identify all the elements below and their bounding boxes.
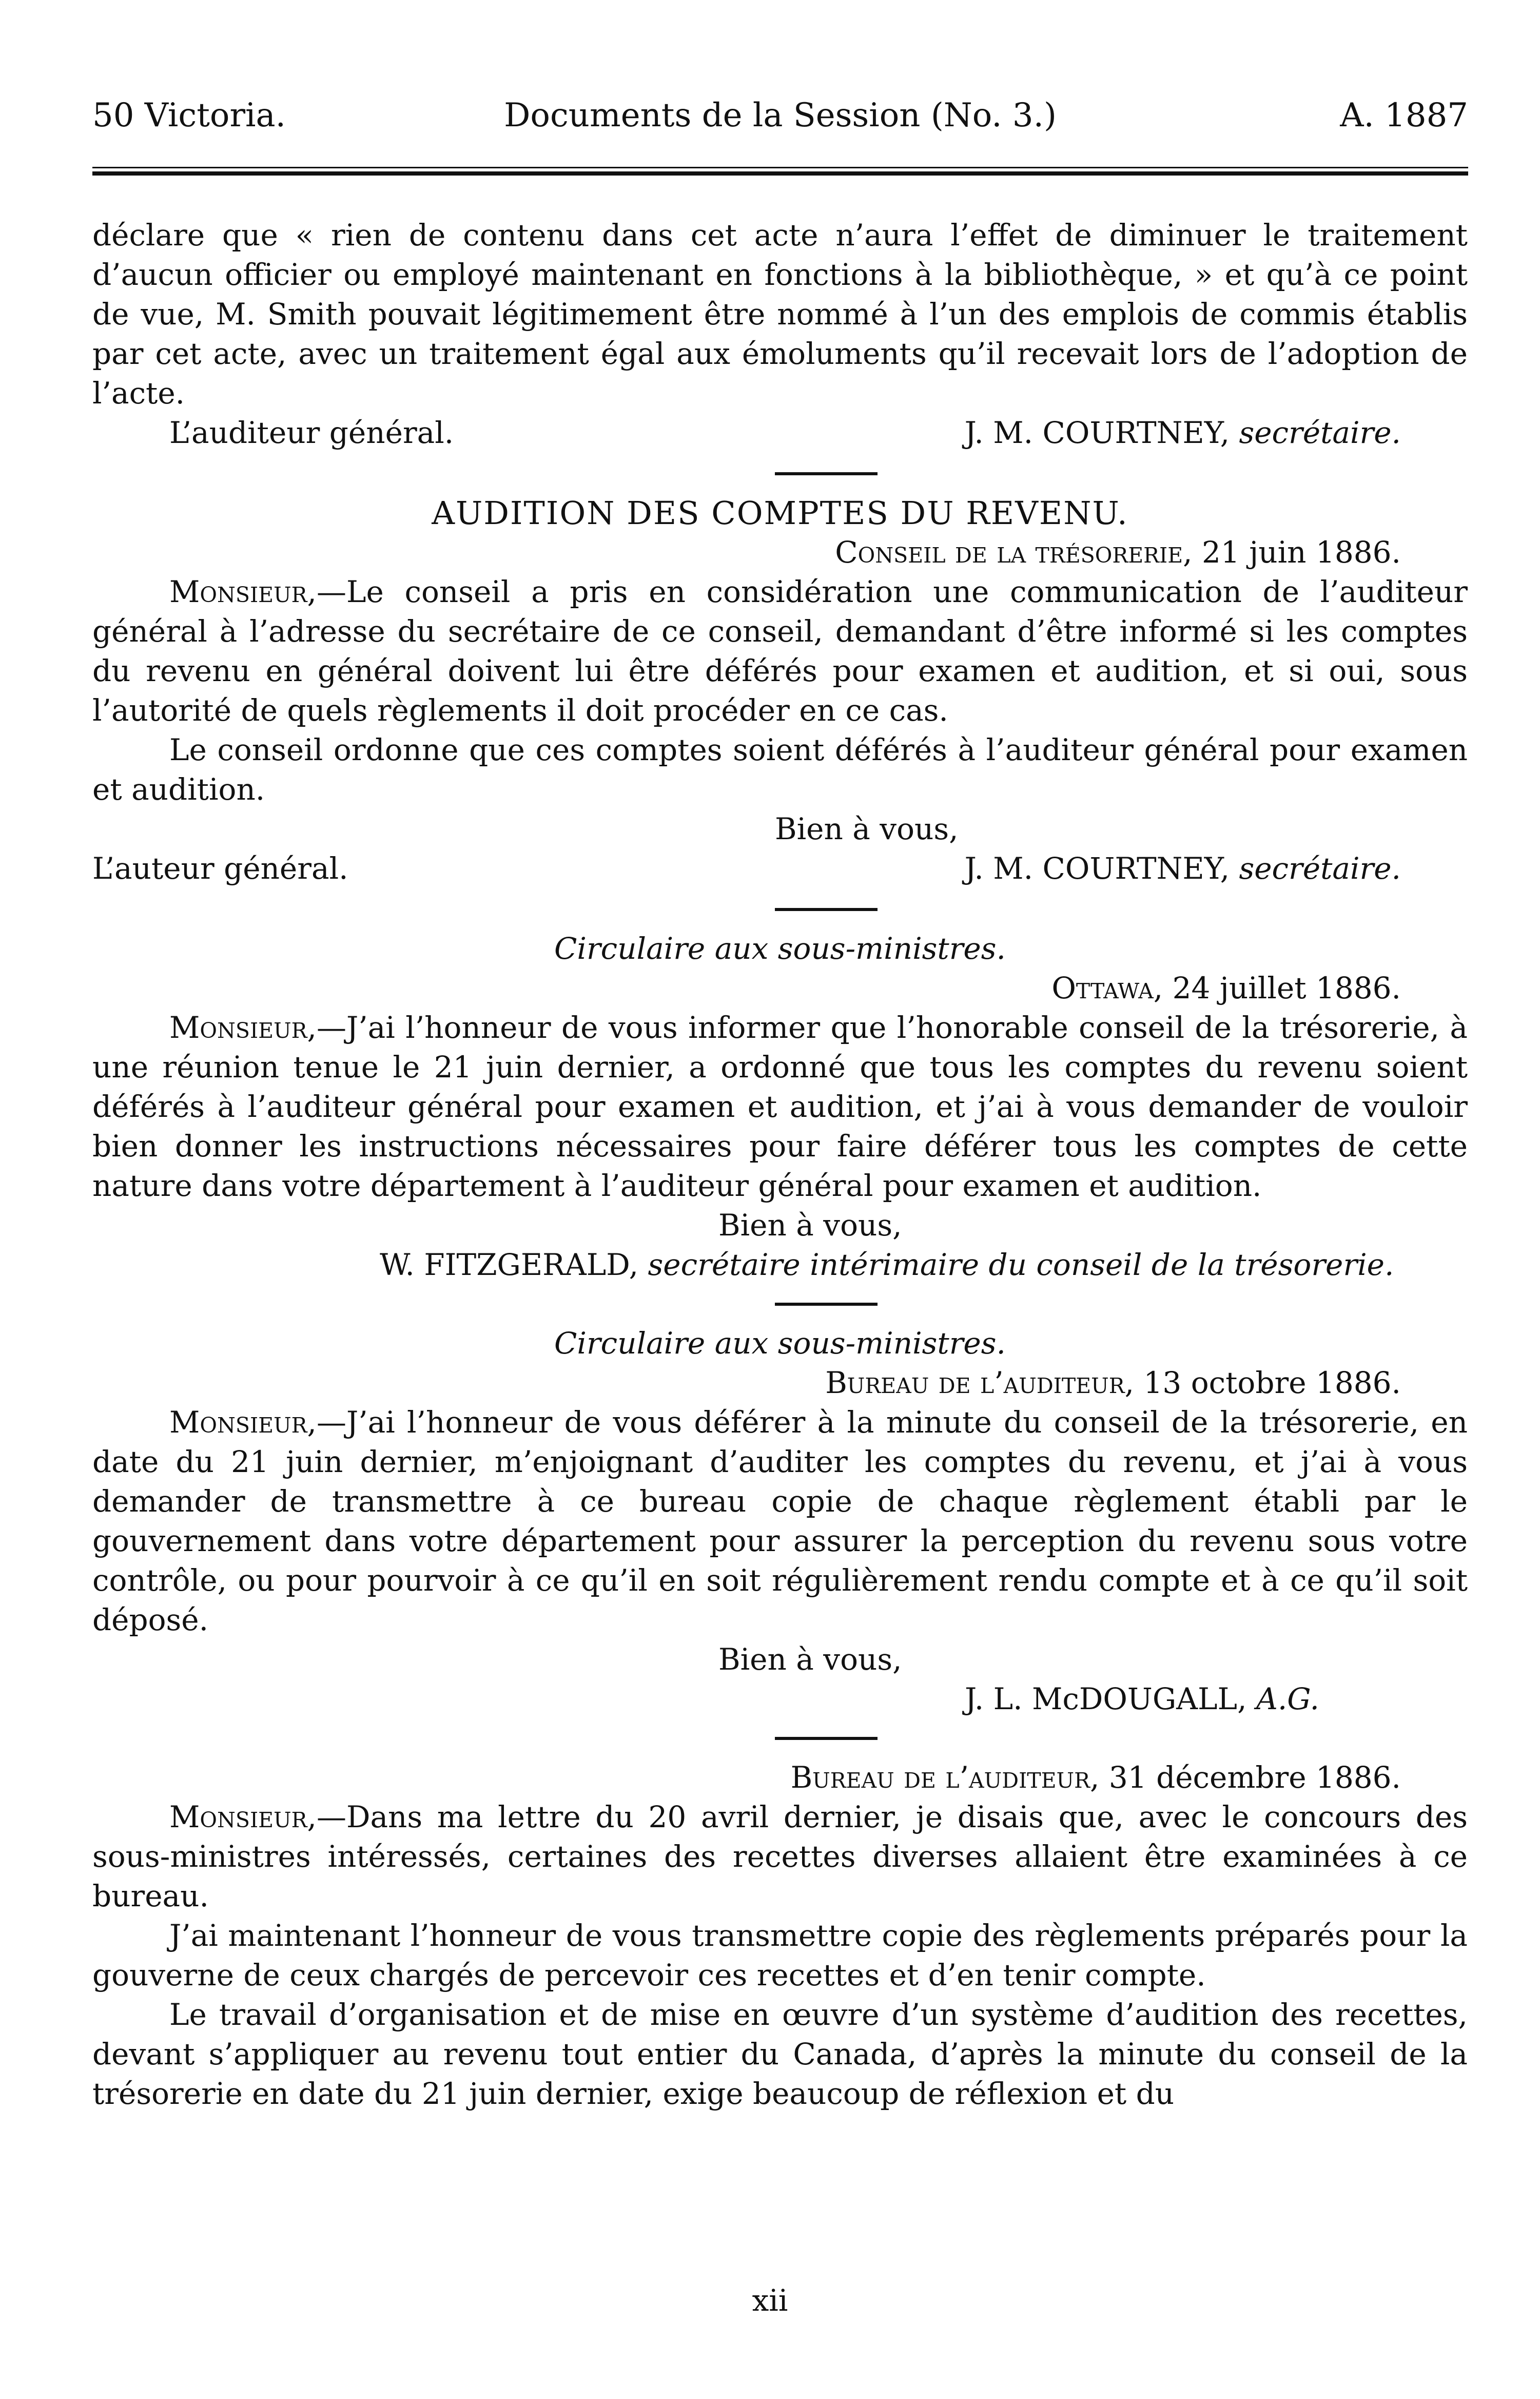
running-header — [92, 87, 1468, 144]
dateline-date: 21 juin 1886. — [1202, 535, 1401, 570]
dateline-origin: Conseil de la trésorerie, — [835, 535, 1193, 570]
circular-heading: Circulaire aux sous-ministres. — [554, 1326, 1006, 1361]
salutation: Monsieur, — [169, 1800, 317, 1834]
letter-paragraph: Le travail d’organisation et de mise en œuvre d’un système d’audition des recettes, devant s’appliquer au revenu tout entier du Canada, d’après la minute du conseil de la trésorerie en date du 21 juin dernier, exige beaucoup de réflexion et du — [92, 1997, 1468, 2111]
dateline-origin: Ottawa, — [1051, 971, 1163, 1005]
paragraph-continuation: déclare que « rien de contenu dans cet acte n’aura l’effet de diminuer le traitement d’aucun officier ou employé maintenant en fonctions à la bibliothèque, » et qu’à ce point de vue, M. Smith pouvait légitimement être nommé à l’un des emplois de commis établis par cet acte, avec un traitement égal aux émoluments qu’il recevait lors de l’adoption de l’acte. — [92, 218, 1468, 411]
dateline — [92, 533, 1468, 572]
letter-paragraph — [92, 1797, 1468, 1916]
signatory-name: J. M. COURTNEY, — [964, 851, 1230, 886]
salutation: Monsieur, — [169, 1405, 317, 1440]
page-number: xii — [752, 2283, 788, 2318]
signatory-name: J. M. COURTNEY, — [964, 415, 1230, 450]
signature — [92, 1245, 1468, 1285]
header-year: A. 1887 — [1340, 96, 1468, 134]
dateline-date: 31 décembre 1886. — [1108, 1760, 1401, 1795]
closing: Bien à vous, — [775, 811, 959, 846]
addressee: L’auditeur général. — [169, 415, 454, 450]
signature-line — [92, 849, 1468, 890]
letter-paragraph — [92, 1403, 1468, 1640]
signatory-role: secrétaire. — [1239, 415, 1401, 450]
signature — [92, 1679, 1468, 1719]
dateline-date: 24 juillet 1886. — [1172, 971, 1401, 1005]
document-body — [92, 216, 1468, 2114]
header-rule-thick — [92, 171, 1468, 176]
letter-paragraph: Le conseil ordonne que ces comptes soient déférés à l’auditeur général pour examen et audition. — [92, 732, 1468, 807]
letter-text: —Dans ma lettre du 20 avril dernier, je disais que, avec le concours des sous-ministres intéressés, certaines des recettes diverses allaient être examinées à ce bureau. — [92, 1800, 1468, 1913]
section-divider — [775, 908, 878, 911]
signatory-role: secrétaire intérimaire du conseil de la trésorerie. — [648, 1247, 1394, 1282]
signatory-role: A.G. — [1256, 1681, 1319, 1716]
closing: Bien à vous, — [718, 1208, 902, 1243]
section-divider — [775, 472, 878, 475]
dateline — [92, 1758, 1468, 1797]
letter-paragraph — [92, 1008, 1468, 1206]
letter-text: —J’ai l’honneur de vous informer que l’honorable conseil de la trésorerie, à une réunion tenue le 21 juin dernier, a ordonné que tous les comptes du revenu soient déférés à l’auditeur général pour examen et audition, et j’ai à vous demander de vouloir bien donner les instructions nécessaires pour faire déférer tous les comptes de cette nature dans votre département à l’auditeur général pour examen et audition. — [92, 1010, 1468, 1203]
signature — [965, 849, 1401, 888]
signature — [965, 413, 1401, 453]
letter-paragraph: J’ai maintenant l’honneur de vous transmettre copie des règlements préparés pour la gouverne de ceux chargés de percevoir ces recettes et d’en tenir compte. — [92, 1918, 1468, 1992]
closing: Bien à vous, — [718, 1642, 902, 1677]
dateline-date: 13 octobre 1886. — [1143, 1365, 1401, 1400]
letter-paragraph — [92, 572, 1468, 730]
signatory-name: W. FITZGERALD, — [380, 1247, 639, 1282]
addressee: L’auteur général. — [92, 851, 348, 886]
signatory-role: secrétaire. — [1239, 851, 1401, 886]
dateline-origin: Bureau de l’auditeur, — [790, 1760, 1100, 1795]
letter-text: —Le conseil a pris en considération une communication de l’auditeur général à l’adresse du secrétaire de ce conseil, demandant d’être informé si les comptes du revenu en général doivent lui être déférés pour examen et audition, et si oui, sous l’autorité de quels règlements il doit procéder en ce cas. — [92, 574, 1468, 728]
header-volume: 50 Victoria. — [92, 96, 286, 134]
salutation: Monsieur, — [169, 1010, 317, 1045]
dateline — [92, 969, 1468, 1008]
circular-heading: Circulaire aux sous-ministres. — [554, 931, 1006, 966]
section-divider — [775, 1303, 878, 1306]
dateline — [92, 1363, 1468, 1403]
header-rule-thin — [92, 167, 1468, 168]
signature-line — [92, 413, 1468, 454]
section-heading: AUDITION DES COMPTES DU REVENU. — [432, 494, 1128, 532]
header-title: Documents de la Session (No. 3.) — [504, 96, 1057, 134]
salutation: Monsieur, — [169, 574, 317, 609]
signatory-name: J. L. McDOUGALL, — [965, 1681, 1247, 1716]
section-divider — [775, 1737, 878, 1740]
dateline-origin: Bureau de l’auditeur, — [825, 1365, 1135, 1400]
letter-text: —J’ai l’honneur de vous déférer à la minute du conseil de la trésorerie, en date du 21 juin dernier, m’enjoignant d’auditer les comptes du revenu, et j’ai à vous demander de transmettre à ce bureau copie de chaque règlement établi par le gouvernement dans votre département pour assurer la perception du revenu sous votre contrôle, ou pour pourvoir à ce qu’il en soit régulièrement rendu compte et à ce qu’il soit déposé. — [92, 1405, 1468, 1637]
